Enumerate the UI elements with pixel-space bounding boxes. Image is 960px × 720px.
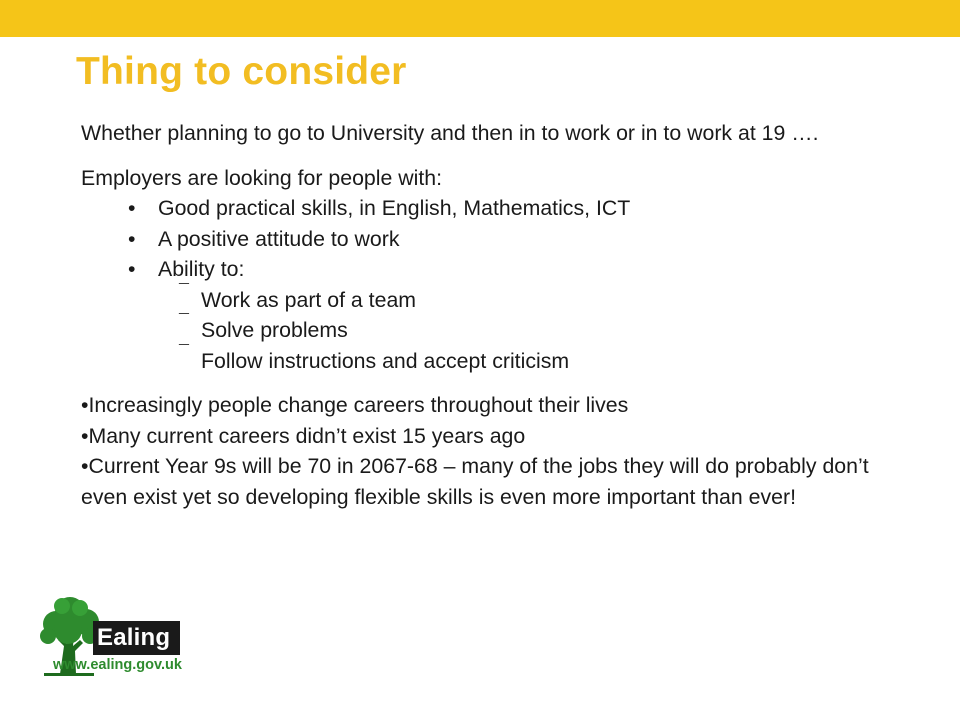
employers-heading: Employers are looking for people with: — [81, 165, 443, 190]
logo-url: www.ealing.gov.uk — [53, 657, 182, 673]
list-item-text: Follow instructions and accept criticism — [201, 348, 570, 373]
list-item: •Current Year 9s will be 70 in 2067-68 – many of the jobs they will do probably don’t even exist yet so developing flexible skills is even more important than ever! — [81, 454, 869, 509]
list-item: •Increasingly people change careers throughout their lives — [81, 393, 629, 417]
list-item — [81, 311, 911, 346]
list-item-text: Ability to: — [158, 257, 245, 281]
intro-text: Whether planning to go to University and then in to work or in to work at 19 …. — [81, 121, 819, 145]
top-accent-bar — [0, 0, 960, 37]
dash-icon: ¯ — [179, 280, 189, 301]
bullet-icon: • — [128, 226, 136, 251]
logo-name: Ealing — [97, 624, 171, 651]
list-item — [81, 341, 911, 377]
slide-body — [81, 118, 911, 512]
bullet-icon: • — [128, 257, 136, 281]
list-item-text: Good practical skills, in English, Mathematics, ICT — [158, 196, 631, 220]
bullet-icon: • — [128, 196, 136, 220]
dash-icon: ¯ — [179, 311, 189, 331]
slide-title: Thing to consider — [76, 50, 407, 93]
careers-notes-list — [81, 390, 911, 512]
list-item — [81, 193, 911, 224]
list-item — [81, 280, 911, 316]
abilities-list — [81, 280, 911, 377]
list-item — [81, 254, 911, 285]
list-item-text: A positive attitude to work — [158, 226, 400, 251]
list-item-text: Work as part of a team — [201, 287, 417, 312]
list-item-text: Solve problems — [201, 318, 348, 342]
list-item: •Many current careers didn’t exist 15 years ago — [81, 423, 526, 448]
employer-needs-list — [81, 193, 911, 285]
list-item — [81, 224, 911, 255]
dash-icon: ¯ — [179, 341, 189, 362]
